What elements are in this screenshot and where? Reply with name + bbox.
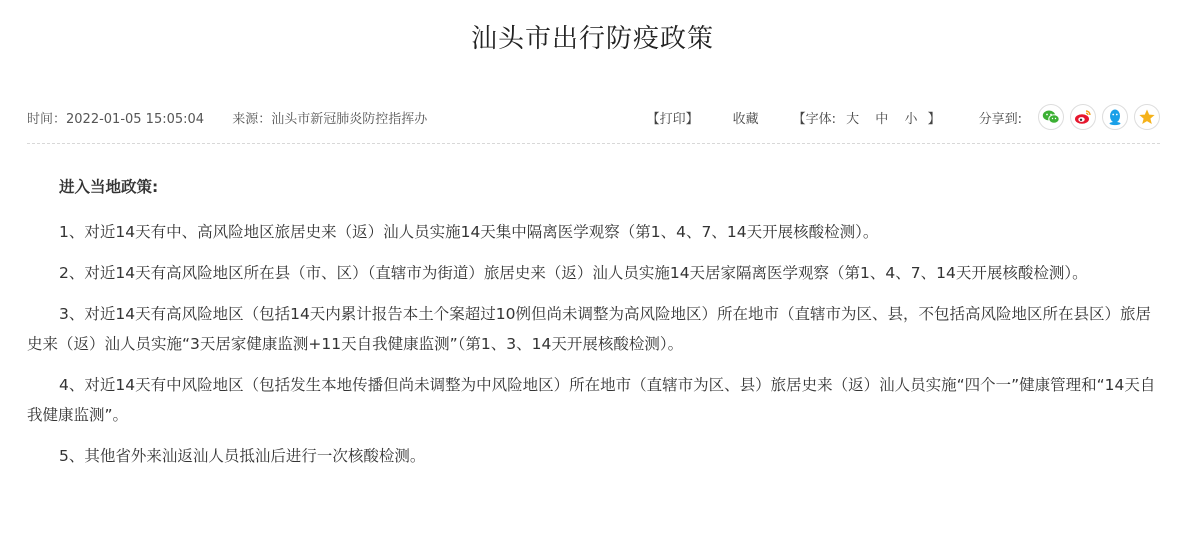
policy-item-1: 1、对近14天有中、高风险地区旅居史来（返）汕人员实施14天集中隔离医学观察（第1、4、7、14天开展核酸检测）。	[59, 223, 879, 241]
article-toolbar	[647, 100, 1160, 134]
policy-item-4: 4、对近14天有中风险地区（包括发生本地传播但尚未调整为中风险地区）所在地市（直辖市为区、县）旅居史来（返）汕人员实施“四个一”健康管理和“14天自我健康监测”。	[27, 376, 1156, 424]
weibo-icon[interactable]	[1070, 104, 1096, 130]
qzone-icon[interactable]	[1134, 104, 1160, 130]
policy-item-3: 3、对近14天有高风险地区（包括14天内累计报告本土个案超过10例但尚未调整为高风险地区）所在地市（直辖市为区、县，不包括高风险地区所在县区）旅居史来（返）汕人员实施“3天居家健康监测+11天自我健康监测”（第1、3、14天开展核酸检测）。	[27, 305, 1152, 353]
publish-time: 时间：2022-01-05 15:05:04	[27, 112, 205, 127]
font-size-large-button[interactable]: 大	[846, 111, 860, 127]
policy-item-2: 2、对近14天有高风险地区所在县（市、区）（直辖市为街道）旅居史来（返）汕人员实施14天居家隔离医学观察（第1、4、7、14天开展核酸检测）。	[59, 264, 1088, 282]
font-size-medium-button[interactable]: 中	[875, 111, 889, 127]
share-label: 分享到:	[978, 111, 1022, 127]
qq-icon[interactable]	[1102, 104, 1128, 130]
header-divider	[27, 143, 1160, 144]
font-size-selector	[793, 108, 941, 127]
article-meta-info	[27, 108, 451, 127]
print-button[interactable]: 【打印】	[646, 111, 699, 127]
article-meta-bar	[27, 100, 1160, 134]
favorite-button[interactable]: 收藏	[732, 111, 759, 127]
section-heading: 进入当地政策:	[59, 178, 159, 196]
article-body	[27, 172, 1160, 482]
wechat-icon[interactable]	[1038, 104, 1064, 130]
font-size-prefix: 【字体:	[792, 111, 836, 127]
policy-item-5: 5、其他省外来汕返汕人员抵汕后进行一次核酸检测。	[59, 447, 426, 465]
page-title: 汕头市出行防疫政策	[470, 24, 714, 54]
font-size-small-button[interactable]: 小	[904, 111, 918, 127]
article-source: 来源：汕头市新冠肺炎防控指挥办	[232, 112, 428, 127]
font-size-suffix: 】	[927, 111, 941, 127]
